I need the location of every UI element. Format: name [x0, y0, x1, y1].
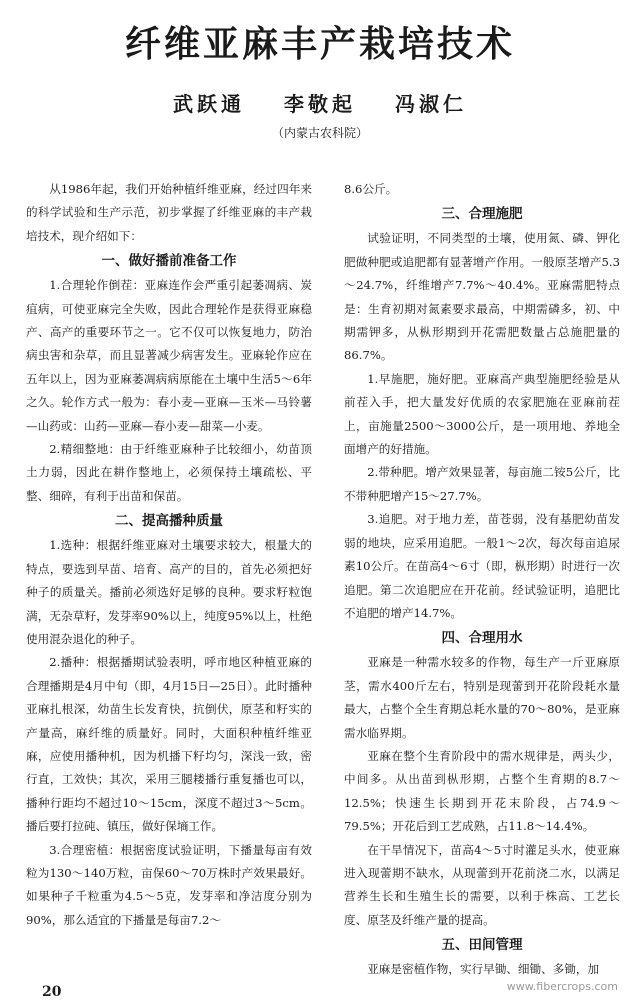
section-heading: 一、做好播前准备工作 — [101, 253, 237, 270]
continued-text: 8.6公斤。 — [344, 182, 398, 196]
body-paragraph: 2.播种：根据播期试验表明，呼市地区种植亚麻的合理播期是4月中旬（即，4月15日—25日）。此时播种亚麻扎根深，幼苗生长发育快，抗倒伏，原茎和籽实的产量高，麻纤维的质量好。同时，大面积种植纤维亚麻，应使用播种机，因为机播下籽均匀，深浅一致，密行直，工效快；其次，采用三腿耧播行重复播也可以，播种行距均不超过10～15cm，深度不超过3～5cm。播后要打拉砘、镇压，做好保墒工作。 — [26, 655, 312, 834]
body-paragraph: 2.带种肥。增产效果显著，每亩施二铵5公斤，比不带种肥增产15～27.7%。 — [344, 465, 620, 503]
body-paragraph: 亚麻是一种需水较多的作物，每生产一斤亚麻原茎，需水400斤左右，特别是现蕾到开花阶段耗水量最大，占整个全生育期总耗水量的70～80%，是亚麻需水临界期。 — [344, 655, 620, 740]
body-paragraph: 亚麻在整个生育阶段中的需水规律是，两头少，中间多。从出苗到枞形期，占整个生育期的8.7～12.5%；快速生长期到开花末阶段，占74.9～79.5%；开花后到工艺成熟，占11.8～14.4%。 — [344, 748, 620, 834]
site-watermark: www.fibercrops.com — [506, 980, 618, 993]
author-name: 李敬起 — [284, 92, 356, 116]
section-heading: 四、合理用水 — [441, 630, 523, 647]
author-affiliation: （内蒙古农科院） — [271, 126, 368, 140]
page-number: 20 — [42, 984, 62, 1000]
author-name: 武跃通 — [173, 92, 246, 116]
body-paragraph: 2.精细整地：由于纤维亚麻种子比较细小，幼苗顶土力弱，因此在耕作整地上，必须保持土壤疏松、平整、细碎，有利于出苗和保苗。 — [26, 442, 312, 503]
body-paragraph: 亚麻是密植作物，实行早锄、细锄、多锄，加 — [367, 962, 600, 977]
section-heading: 五、田间管理 — [441, 937, 523, 954]
left-column — [26, 178, 312, 932]
body-paragraph: 1.选种：根据纤维亚麻对土壤要求较大，根量大的特点，要选到早苗、培育、高产的目的，首先必须把好种子的质量关。播前必须选好足够的良种。要求籽粒饱满，无杂草籽，发芽率90%以上，纯度95%以上，杜绝使用混杂退化的种子。 — [26, 538, 312, 646]
author-list — [0, 88, 640, 117]
body-paragraph: 3.追肥。对于地力差，苗苍弱，没有基肥幼苗发弱的地块，应采用追肥。一般1～2次，每次每亩追尿素10公斤。在苗高4～6寸（即，枞形期）时进行一次追肥。第二次追肥应在开花前。经试验证明，追肥比不追肥的增产14.7%。 — [344, 512, 620, 620]
body-paragraph: 1.早施肥，施好肥。亚麻高产典型施肥经验是从前茬入手，把大量发好优质的农家肥施在亚麻前茬上，亩施量2500～3000公斤，是一项用地、养地全面增产的好措施。 — [344, 371, 620, 457]
right-column — [344, 178, 620, 982]
intro-paragraph: 从1986年起，我们开始种植纤维亚麻，经过四年来的科学试验和生产示范，初步掌握了纤维亚麻的丰产栽培技术，现介绍如下： — [26, 182, 312, 243]
body-paragraph: 在干旱情况下，苗高4～5寸时灌足头水，使亚麻进入现蕾期不缺水，从现蕾到开花前浇二水，以满足营养生长和生殖生长的需要，以利于株高、工艺长度、原茎及纤维产量的提高。 — [344, 842, 620, 927]
section-heading: 二、提高播种质量 — [115, 513, 223, 530]
article-title: 纤维亚麻丰产栽培技术 — [124, 24, 515, 65]
body-paragraph: 3.合理密植：根据密度试验证明，下播量每亩有效粒为130～140万粒，亩保60～70万株时产效果最好。如果种子千粒重为4.5～5克，发芽率和净洁度分别为90%，那么适宜的下播量是每亩7.2～ — [26, 842, 312, 927]
section-heading: 三、合理施肥 — [441, 206, 523, 223]
author-name: 冯淑仁 — [394, 92, 467, 116]
body-paragraph: 试验证明，不同类型的土壤，使用氮、磷、钾化肥做种肥或追肥都有显著增产作用。一般原茎增产5.3～24.7%，纤维增产7.7%～40.4%。亚麻需肥特点是：生育初期对氮素要求最高，中期需磷多，初、中期需钾多，从枞形期到开花需肥数量占总施肥量的86.7%。 — [344, 231, 620, 363]
body-paragraph: 1.合理轮作倒茬：亚麻连作会严重引起萎凋病、炭疽病，可使亚麻完全失败，因此合理轮作是获得亚麻稳产、高产的重要环节之一。它不仅可以恢复地力，防治病虫害和杂草，而且显著减少病害发生。亚麻轮作应在五年以上，因为亚麻萎凋病病原能在土壤中生活5～6年之久。轮作方式一般为：春小麦—亚麻—玉米—马铃薯—山药或：山药—亚麻—春小麦—甜菜—小麦。 — [26, 278, 312, 433]
